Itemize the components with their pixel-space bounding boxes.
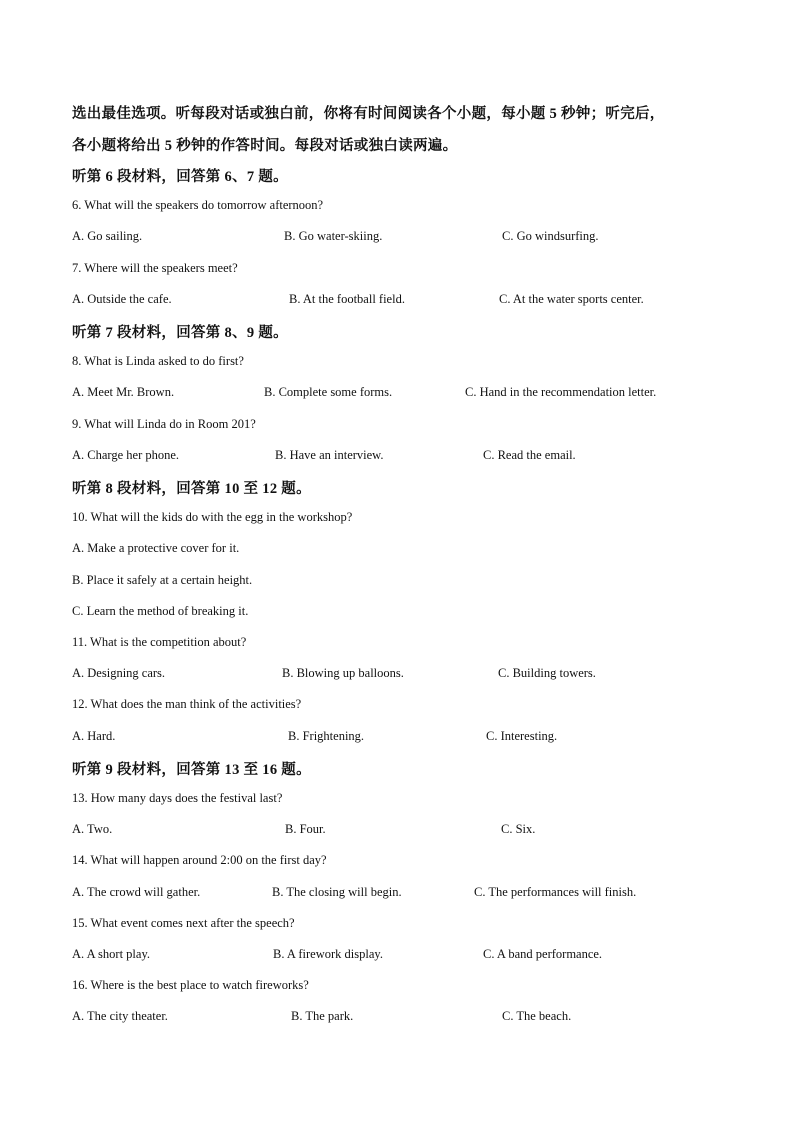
option-12b: B. Frightening. [288,729,365,743]
question-16: 16. Where is the best place to watch fireworks? [72,978,309,992]
option-6b: B. Go water-skiing. [284,229,383,243]
option-15b: B. A firework display. [273,947,383,961]
option-9a: A. Charge her phone. [72,448,180,462]
question-12: 12. What does the man think of the activities? [72,697,302,711]
option-8a: A. Meet Mr. Brown. [72,385,175,399]
option-14b: B. The closing will begin. [272,885,402,899]
option-7c: C. At the water sports center. [499,292,644,306]
option-14c: C. The performances will finish. [474,885,637,899]
instructions-line-1: 选出最佳选项。听每段对话或独白前，你将有时间阅读各个小题，每小题 5 秒钟；听完后， [72,106,665,122]
instructions-line-2: 各小题将给出 5 秒钟的作答时间。每段对话或独白读两遍。 [72,138,458,154]
option-8c: C. Hand in the recommendation letter. [465,385,657,399]
section-heading: 听第 6 段材料，回答第 6、7 题。 [72,169,288,185]
option-13a: A. Two. [72,822,113,836]
option-9b: B. Have an interview. [275,448,384,462]
question-7: 7. Where will the speakers meet? [72,261,238,275]
option-11c: C. Building towers. [498,666,596,680]
section-heading: 听第 7 段材料，回答第 8、9 题。 [72,325,288,341]
option-10b: B. Place it safely at a certain height. [72,573,253,587]
question-9: 9. What will Linda do in Room 201? [72,417,256,431]
question-13: 13. How many days does the festival last? [72,791,283,805]
option-15c: C. A band performance. [483,947,603,961]
question-6: 6. What will the speakers do tomorrow afternoon? [72,198,324,212]
question-15: 15. What event comes next after the speech? [72,916,295,930]
option-6c: C. Go windsurfing. [502,229,599,243]
option-6a: A. Go sailing. [72,229,143,243]
option-7b: B. At the football field. [289,292,405,306]
option-10c: C. Learn the method of breaking it. [72,604,249,618]
option-7a: A. Outside the cafe. [72,292,172,306]
question-14: 14. What will happen around 2:00 on the first day? [72,853,327,867]
section-heading: 听第 8 段材料，回答第 10 至 12 题。 [72,481,311,497]
option-11a: A. Designing cars. [72,666,166,680]
option-12a: A. Hard. [72,729,116,743]
option-16a: A. The city theater. [72,1009,168,1023]
question-10: 10. What will the kids do with the egg in the workshop? [72,510,353,524]
option-8b: B. Complete some forms. [264,385,393,399]
question-11: 11. What is the competition about? [72,635,247,649]
option-10a: A. Make a protective cover for it. [72,541,240,555]
option-9c: C. Read the email. [483,448,576,462]
section-heading: 听第 9 段材料，回答第 13 至 16 题。 [72,762,311,778]
option-16c: C. The beach. [502,1009,572,1023]
option-13b: B. Four. [285,822,326,836]
option-13c: C. Six. [501,822,536,836]
option-11b: B. Blowing up balloons. [282,666,404,680]
option-15a: A. A short play. [72,947,151,961]
question-8: 8. What is Linda asked to do first? [72,354,244,368]
option-14a: A. The crowd will gather. [72,885,201,899]
option-12c: C. Interesting. [486,729,558,743]
option-16b: B. The park. [291,1009,354,1023]
